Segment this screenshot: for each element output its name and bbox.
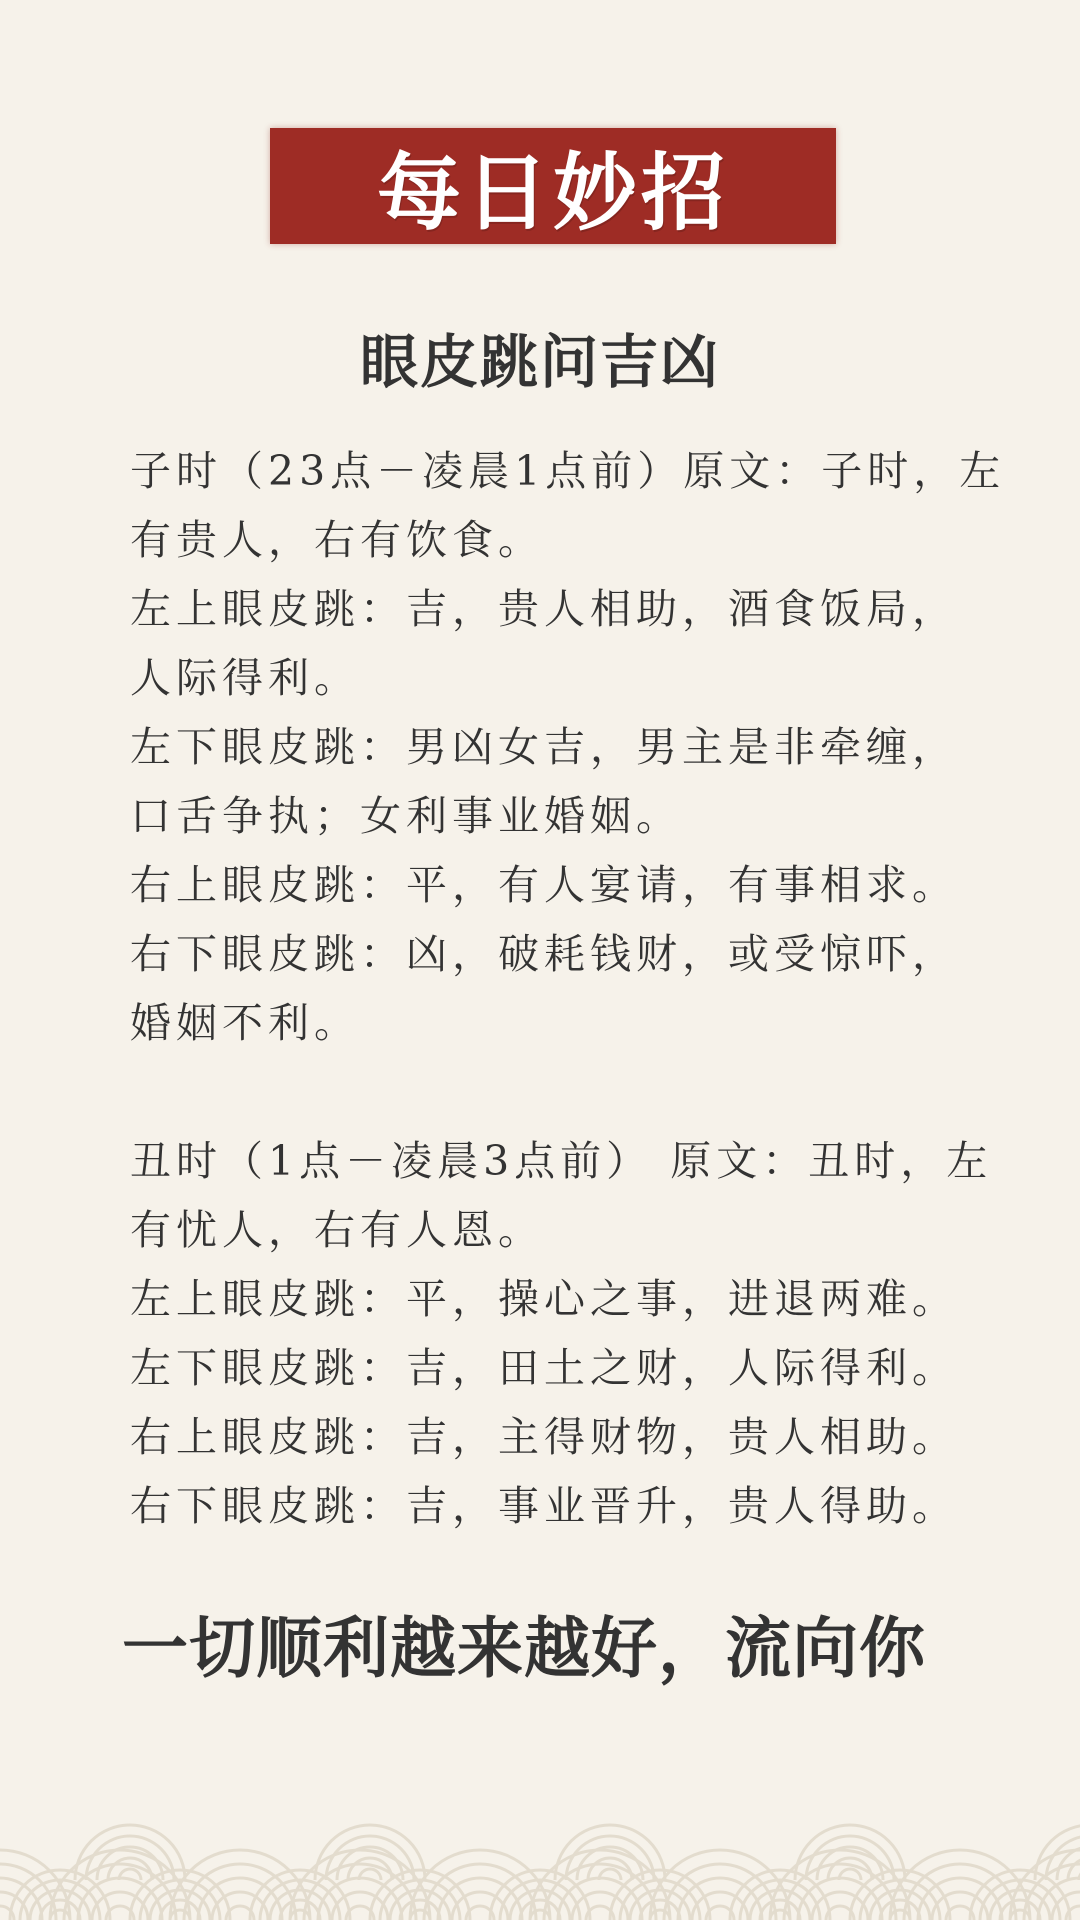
- cloud-arc: [290, 1910, 310, 1920]
- text-line: 右上眼皮跳：吉，主得财物，贵人相助。: [130, 1413, 958, 1461]
- title-banner: [270, 128, 836, 244]
- cloud-arc: [250, 1870, 350, 1920]
- cloud-arc: [170, 1910, 190, 1920]
- text-line: 有贵人，右有饮食。: [130, 516, 544, 564]
- cloud-arc: [50, 1910, 70, 1920]
- text-line: 人际得利。: [130, 654, 360, 702]
- cloud-arc: [770, 1910, 790, 1920]
- cloud-pattern-decoration: [0, 1750, 1080, 1920]
- cloud-arc: [970, 1870, 1070, 1920]
- cloud-arc: [10, 1870, 110, 1920]
- cloud-arc: [130, 1870, 230, 1920]
- cloud-arc: [370, 1870, 470, 1920]
- cloud-arc: [650, 1910, 670, 1920]
- banner-title: 每日妙招: [376, 142, 729, 242]
- cloud-arc: [530, 1910, 550, 1920]
- text-line: 有忧人，右有人恩。: [130, 1206, 544, 1254]
- footer-slogan: 一切顺利越来越好，流向你: [122, 1609, 926, 1687]
- cloud-arc: [610, 1870, 710, 1920]
- cloud-arc: [410, 1910, 430, 1920]
- text-line: 左上眼皮跳：吉，贵人相助，酒食饭局，: [130, 585, 958, 633]
- section-zi-hour: [130, 437, 1006, 1058]
- cloud-arc: [850, 1870, 950, 1920]
- cloud-arc: [410, 1850, 550, 1920]
- text-line: 右下眼皮跳：吉，事业晋升，贵人得助。: [130, 1482, 958, 1530]
- cloud-arc: [890, 1850, 1030, 1920]
- cloud-arc: [650, 1850, 790, 1920]
- text-line: 右下眼皮跳：凶，破耗钱财，或受惊吓，: [130, 930, 958, 978]
- cloud-arc: [490, 1870, 590, 1920]
- text-line: 右上眼皮跳：平，有人宴请，有事相求。: [130, 861, 958, 909]
- text-line: 左下眼皮跳：吉，田土之财，人际得利。: [130, 1344, 958, 1392]
- page-subtitle: 眼皮跳问吉凶: [359, 328, 720, 396]
- text-line: 左上眼皮跳：平，操心之事，进退两难。: [130, 1275, 958, 1323]
- text-line: 子时（23点－凌晨1点前）原文：子时，左: [130, 447, 1006, 495]
- text-line: 左下眼皮跳：男凶女吉，男主是非牵缠，: [130, 723, 958, 771]
- section-chou-hour: [130, 1127, 993, 1541]
- cloud-arc: [1010, 1910, 1030, 1920]
- text-line: 丑时（1点－凌晨3点前） 原文：丑时，左: [130, 1137, 993, 1185]
- cloud-arc: [170, 1850, 310, 1920]
- text-line: 口舌争执；女利事业婚姻。: [130, 792, 682, 840]
- cloud-arc: [890, 1910, 910, 1920]
- cloud-arc: [730, 1870, 830, 1920]
- text-line: 婚姻不利。: [130, 999, 360, 1047]
